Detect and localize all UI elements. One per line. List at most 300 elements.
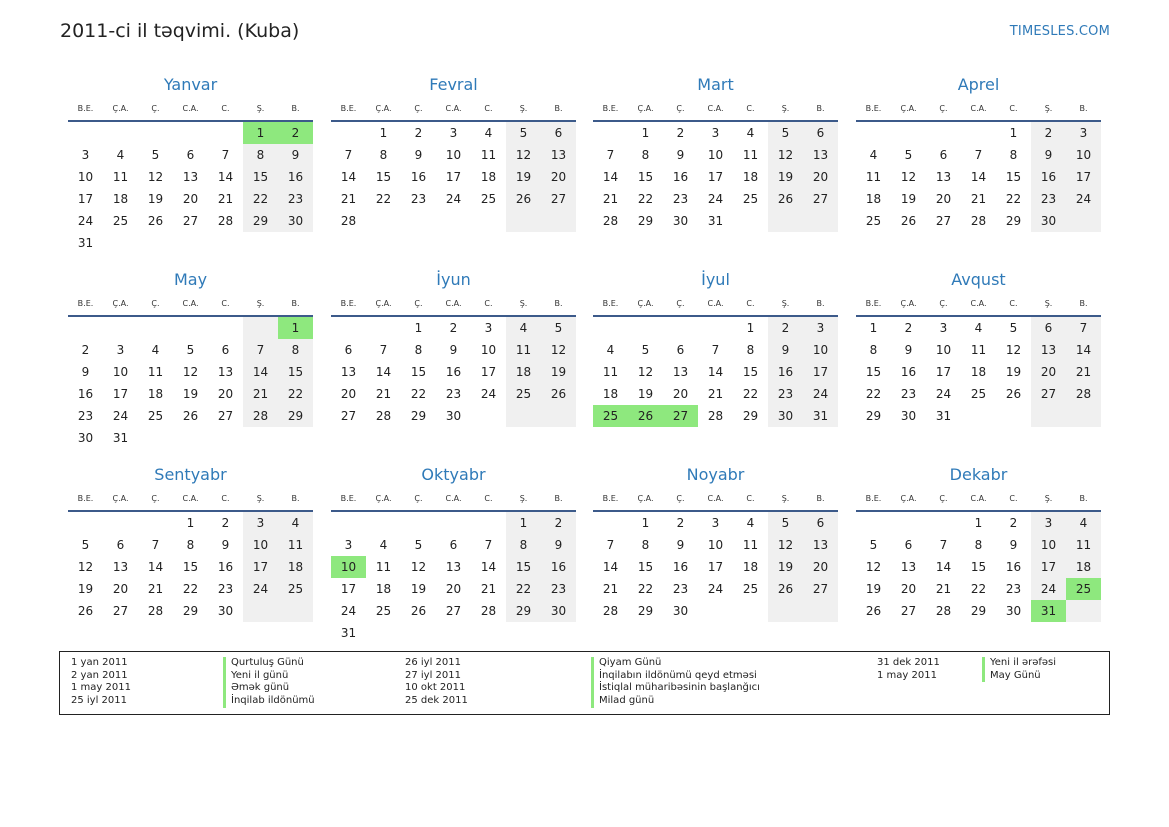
day-cell: 16: [77, 387, 94, 401]
day-cell: 10: [243, 534, 278, 556]
day-cell: 11: [506, 339, 541, 361]
weekday-header: Ç.: [926, 98, 961, 122]
empty-cell: [278, 232, 313, 254]
day-cell: 4: [379, 538, 388, 552]
day-cell: 20: [803, 166, 838, 188]
weekday-header: Ç.A.: [891, 98, 926, 122]
weekday-header: Ş.: [1031, 488, 1066, 512]
weekday-header: Ç.A.: [103, 98, 138, 122]
day-cell: 12: [768, 534, 803, 556]
day-cell: 13: [900, 560, 917, 574]
day-cell: 28: [480, 604, 497, 618]
day-cell: 22: [278, 383, 313, 405]
day-cell: 16: [900, 365, 917, 379]
empty-cell: [1066, 405, 1101, 427]
day-cell: 12: [900, 170, 917, 184]
day-cell: 20: [340, 387, 357, 401]
day-cell: 27: [340, 409, 357, 423]
day-cell: 23: [278, 188, 313, 210]
day-cell: 21: [707, 387, 724, 401]
month-name: İyun: [436, 270, 471, 289]
weekday-header: C.: [996, 98, 1031, 122]
day-cell: 12: [637, 365, 654, 379]
day-cell: 22: [1005, 192, 1022, 206]
day-cell: 5: [186, 343, 195, 357]
day-cell: 4: [484, 126, 493, 140]
day-cell: 10: [480, 343, 497, 357]
empty-cell: [1031, 405, 1066, 427]
day-cell: 8: [869, 343, 878, 357]
empty-cell: [243, 317, 278, 339]
day-cell: 31: [1031, 600, 1066, 622]
day-cell: 13: [112, 560, 129, 574]
empty-cell: [103, 512, 138, 534]
month-7: [593, 267, 838, 427]
day-cell: 12: [182, 365, 199, 379]
empty-cell: [68, 317, 103, 339]
day-cell: 19: [1005, 365, 1022, 379]
day-cell: 30: [768, 405, 803, 427]
empty-cell: [961, 122, 996, 144]
empty-cell: [208, 122, 243, 144]
month-name: Avqust: [951, 270, 1006, 289]
empty-cell: [208, 232, 243, 254]
day-cell: 6: [939, 148, 948, 162]
day-cell: 3: [243, 512, 278, 534]
month-grid: [593, 98, 838, 232]
day-cell: 24: [340, 604, 357, 618]
day-cell: 7: [939, 538, 948, 552]
day-cell: 30: [217, 604, 234, 618]
legend-names-2: [591, 657, 760, 708]
day-cell: 2: [904, 321, 913, 335]
empty-cell: [243, 427, 278, 449]
day-cell: 22: [243, 188, 278, 210]
weekday-header: C.A.: [698, 488, 733, 512]
day-cell: 19: [637, 387, 654, 401]
weekday-header: C.A.: [961, 293, 996, 317]
day-cell: 26: [77, 604, 94, 618]
legend-holiday-name: Milad günü: [591, 695, 760, 708]
empty-cell: [541, 210, 576, 232]
day-cell: 12: [77, 560, 94, 574]
day-cell: 23: [410, 192, 427, 206]
day-cell: 9: [221, 538, 230, 552]
weekday-header: C.A.: [698, 98, 733, 122]
empty-cell: [436, 512, 471, 534]
day-cell: 17: [1066, 166, 1101, 188]
day-cell: 25: [742, 192, 759, 206]
weekday-header: Ş.: [243, 488, 278, 512]
weekday-header: B.E.: [593, 293, 628, 317]
day-cell: 7: [344, 148, 353, 162]
day-cell: 4: [1066, 512, 1101, 534]
weekday-header: B.: [803, 293, 838, 317]
day-cell: 3: [711, 126, 720, 140]
day-cell: 22: [742, 387, 759, 401]
day-cell: 5: [81, 538, 90, 552]
day-cell: 5: [506, 122, 541, 144]
legend-holiday-name: May Günü: [982, 670, 1056, 683]
empty-cell: [926, 122, 961, 144]
legend-holiday-name: İnqilabın ildönümü qeyd etməsi: [591, 670, 760, 683]
day-cell: 16: [541, 556, 576, 578]
empty-cell: [173, 122, 208, 144]
weekday-header: C.: [208, 293, 243, 317]
legend-dates-3: [877, 657, 940, 682]
day-cell: 10: [1031, 534, 1066, 556]
legend-date: 10 okt 2011: [405, 682, 466, 694]
day-cell: 3: [116, 343, 125, 357]
day-cell: 17: [480, 365, 497, 379]
legend-date: 26 iyl 2011: [405, 657, 462, 668]
day-cell: 18: [112, 192, 129, 206]
month-11: [593, 462, 838, 622]
brand-link[interactable]: TIMESLES.COM: [1009, 24, 1110, 39]
weekday-header: Ş.: [1031, 293, 1066, 317]
empty-cell: [436, 210, 471, 232]
day-cell: 29: [243, 210, 278, 232]
weekday-header: C.A.: [698, 293, 733, 317]
weekday-header: B.E.: [68, 488, 103, 512]
day-cell: 7: [243, 339, 278, 361]
weekday-header: Ç.: [138, 488, 173, 512]
empty-cell: [366, 512, 401, 534]
day-cell: 15: [742, 365, 759, 379]
day-cell: 22: [506, 578, 541, 600]
weekday-header: C.: [996, 293, 1031, 317]
empty-cell: [856, 122, 891, 144]
weekday-header: C.A.: [436, 488, 471, 512]
day-cell: 23: [217, 582, 234, 596]
day-cell: 7: [606, 538, 615, 552]
day-cell: 18: [742, 560, 759, 574]
day-cell: 24: [77, 214, 94, 228]
empty-cell: [1066, 210, 1101, 232]
weekday-header: Ç.: [401, 98, 436, 122]
empty-cell: [593, 122, 628, 144]
day-cell: 26: [1005, 387, 1022, 401]
day-cell: 10: [707, 148, 724, 162]
day-cell: 3: [484, 321, 493, 335]
empty-cell: [996, 405, 1031, 427]
legend-holiday-name: Əmək günü: [223, 682, 315, 695]
weekday-header: B.: [541, 293, 576, 317]
day-cell: 23: [672, 192, 689, 206]
day-cell: 4: [606, 343, 615, 357]
empty-cell: [506, 622, 541, 644]
day-cell: 12: [1005, 343, 1022, 357]
day-cell: 23: [541, 578, 576, 600]
day-cell: 9: [676, 148, 685, 162]
day-cell: 24: [243, 578, 278, 600]
day-cell: 23: [900, 387, 917, 401]
day-cell: 1: [869, 321, 878, 335]
weekday-header: Ç.: [663, 98, 698, 122]
empty-cell: [856, 512, 891, 534]
weekday-header: B.E.: [856, 488, 891, 512]
month-grid: [856, 488, 1101, 622]
day-cell: 3: [1066, 122, 1101, 144]
day-cell: 11: [375, 560, 392, 574]
day-cell: 25: [278, 578, 313, 600]
day-cell: 31: [112, 431, 129, 445]
day-cell: 28: [217, 214, 234, 228]
day-cell: 19: [768, 166, 803, 188]
day-cell: 6: [449, 538, 458, 552]
weekday-header: B.E.: [68, 98, 103, 122]
day-cell: 15: [182, 560, 199, 574]
month-grid: [68, 293, 313, 449]
day-cell: 15: [243, 166, 278, 188]
day-cell: 15: [278, 361, 313, 383]
weekday-header: Ş.: [506, 488, 541, 512]
day-cell: 29: [278, 405, 313, 427]
day-cell: 14: [340, 170, 357, 184]
day-cell: 14: [1066, 339, 1101, 361]
day-cell: 11: [742, 538, 759, 552]
day-cell: 12: [865, 560, 882, 574]
weekday-header: C.A.: [436, 293, 471, 317]
day-cell: 6: [344, 343, 353, 357]
day-cell: 25: [970, 387, 987, 401]
day-cell: 27: [541, 188, 576, 210]
day-cell: 29: [637, 214, 654, 228]
day-cell: 14: [480, 560, 497, 574]
month-5: [68, 267, 313, 449]
day-cell: 14: [602, 170, 619, 184]
day-cell: 16: [1005, 560, 1022, 574]
empty-cell: [1066, 600, 1101, 622]
day-cell: 3: [711, 516, 720, 530]
day-cell: 11: [147, 365, 164, 379]
legend-holiday-name: Qurtuluş Günü: [223, 657, 315, 670]
weekday-header: Ç.A.: [891, 488, 926, 512]
weekday-header: Ş.: [1031, 98, 1066, 122]
empty-cell: [173, 427, 208, 449]
empty-cell: [243, 600, 278, 622]
day-cell: 25: [593, 405, 628, 427]
day-cell: 13: [445, 560, 462, 574]
day-cell: 21: [243, 383, 278, 405]
weekday-header: B.: [278, 293, 313, 317]
day-cell: 9: [904, 343, 913, 357]
day-cell: 2: [541, 512, 576, 534]
day-cell: 22: [865, 387, 882, 401]
weekday-header: Ç.A.: [366, 293, 401, 317]
day-cell: 18: [970, 365, 987, 379]
day-cell: 22: [637, 192, 654, 206]
empty-cell: [331, 512, 366, 534]
day-cell: 30: [900, 409, 917, 423]
day-cell: 25: [865, 214, 882, 228]
day-cell: 24: [1031, 578, 1066, 600]
day-cell: 11: [865, 170, 882, 184]
empty-cell: [243, 232, 278, 254]
empty-cell: [366, 210, 401, 232]
empty-cell: [891, 512, 926, 534]
day-cell: 23: [1005, 582, 1022, 596]
day-cell: 19: [900, 192, 917, 206]
empty-cell: [138, 512, 173, 534]
day-cell: 26: [182, 409, 199, 423]
empty-cell: [103, 122, 138, 144]
weekday-header: C.: [996, 488, 1031, 512]
day-cell: 16: [410, 170, 427, 184]
day-cell: 1: [974, 516, 983, 530]
day-cell: 25: [742, 582, 759, 596]
empty-cell: [471, 512, 506, 534]
month-6: [331, 267, 576, 427]
day-cell: 5: [869, 538, 878, 552]
weekday-header: Ş.: [506, 293, 541, 317]
day-cell: 20: [541, 166, 576, 188]
weekday-header: Ç.A.: [366, 98, 401, 122]
weekday-header: Ç.A.: [628, 293, 663, 317]
empty-cell: [208, 427, 243, 449]
empty-cell: [541, 622, 576, 644]
day-cell: 14: [707, 365, 724, 379]
day-cell: 29: [637, 604, 654, 618]
day-cell: 2: [1031, 122, 1066, 144]
day-cell: 21: [970, 192, 987, 206]
empty-cell: [103, 232, 138, 254]
day-cell: 25: [506, 383, 541, 405]
day-cell: 17: [112, 387, 129, 401]
day-cell: 21: [340, 192, 357, 206]
month-name: Fevral: [429, 75, 478, 94]
day-cell: 15: [637, 560, 654, 574]
day-cell: 13: [217, 365, 234, 379]
month-grid: [856, 293, 1101, 427]
holiday-legend: [59, 651, 1110, 715]
weekday-header: B.E.: [68, 293, 103, 317]
day-cell: 2: [414, 126, 423, 140]
day-cell: 8: [186, 538, 195, 552]
day-cell: 21: [935, 582, 952, 596]
day-cell: 8: [243, 144, 278, 166]
day-cell: 3: [449, 126, 458, 140]
day-cell: 10: [803, 339, 838, 361]
day-cell: 19: [77, 582, 94, 596]
day-cell: 9: [768, 339, 803, 361]
empty-cell: [698, 317, 733, 339]
day-cell: 12: [506, 144, 541, 166]
empty-cell: [138, 317, 173, 339]
day-cell: 6: [1031, 317, 1066, 339]
day-cell: 11: [1066, 534, 1101, 556]
day-cell: 15: [410, 365, 427, 379]
weekday-header: B.: [1066, 488, 1101, 512]
day-cell: 26: [768, 188, 803, 210]
empty-cell: [331, 122, 366, 144]
day-cell: 1: [1009, 126, 1018, 140]
day-cell: 11: [742, 148, 759, 162]
day-cell: 5: [641, 343, 650, 357]
day-cell: 24: [112, 409, 129, 423]
day-cell: 7: [1066, 317, 1101, 339]
legend-names-3: [982, 657, 1056, 682]
day-cell: 27: [217, 409, 234, 423]
day-cell: 10: [77, 170, 94, 184]
day-cell: 18: [506, 361, 541, 383]
weekday-header: Ç.A.: [366, 488, 401, 512]
empty-cell: [471, 405, 506, 427]
day-cell: 1: [641, 516, 650, 530]
day-cell: 30: [1031, 210, 1066, 232]
day-cell: 19: [506, 166, 541, 188]
day-cell: 15: [970, 560, 987, 574]
day-cell: 5: [904, 148, 913, 162]
day-cell: 28: [970, 214, 987, 228]
day-cell: 28: [602, 604, 619, 618]
day-cell: 15: [506, 556, 541, 578]
legend-names-1: [223, 657, 315, 708]
weekday-header: B.: [1066, 293, 1101, 317]
legend-date: 2 yan 2011: [71, 669, 128, 681]
day-cell: 18: [742, 170, 759, 184]
day-cell: 19: [768, 556, 803, 578]
weekday-header: B.E.: [856, 98, 891, 122]
month-3: [593, 72, 838, 232]
month-grid: [331, 293, 576, 427]
day-cell: 11: [480, 148, 497, 162]
empty-cell: [803, 210, 838, 232]
weekday-header: C.A.: [173, 293, 208, 317]
day-cell: 5: [1009, 321, 1018, 335]
day-cell: 8: [746, 343, 755, 357]
day-cell: 2: [449, 321, 458, 335]
day-cell: 24: [707, 582, 724, 596]
weekday-header: B.: [541, 98, 576, 122]
day-cell: 26: [506, 188, 541, 210]
day-cell: 18: [1066, 556, 1101, 578]
legend-dates-1: [71, 657, 131, 708]
day-cell: 17: [707, 560, 724, 574]
day-cell: 30: [672, 604, 689, 618]
day-cell: 7: [221, 148, 230, 162]
legend-date: 1 yan 2011: [71, 657, 128, 668]
empty-cell: [138, 427, 173, 449]
day-cell: 29: [506, 600, 541, 622]
day-cell: 9: [541, 534, 576, 556]
day-cell: 23: [77, 409, 94, 423]
day-cell: 24: [707, 192, 724, 206]
day-cell: 21: [602, 192, 619, 206]
month-grid: [593, 488, 838, 622]
day-cell: 20: [935, 192, 952, 206]
weekday-header: Ç.A.: [891, 293, 926, 317]
day-cell: 29: [1005, 214, 1022, 228]
day-cell: 25: [147, 409, 164, 423]
weekday-header: Ç.A.: [628, 488, 663, 512]
day-cell: 25: [375, 604, 392, 618]
empty-cell: [733, 600, 768, 622]
day-cell: 19: [147, 192, 164, 206]
empty-cell: [138, 232, 173, 254]
day-cell: 23: [445, 387, 462, 401]
day-cell: 6: [541, 122, 576, 144]
day-cell: 25: [112, 214, 129, 228]
day-cell: 20: [900, 582, 917, 596]
day-cell: 21: [480, 582, 497, 596]
day-cell: 19: [182, 387, 199, 401]
day-cell: 24: [803, 383, 838, 405]
day-cell: 17: [77, 192, 94, 206]
day-cell: 16: [672, 170, 689, 184]
day-cell: 13: [803, 534, 838, 556]
weekday-header: Ç.: [926, 488, 961, 512]
